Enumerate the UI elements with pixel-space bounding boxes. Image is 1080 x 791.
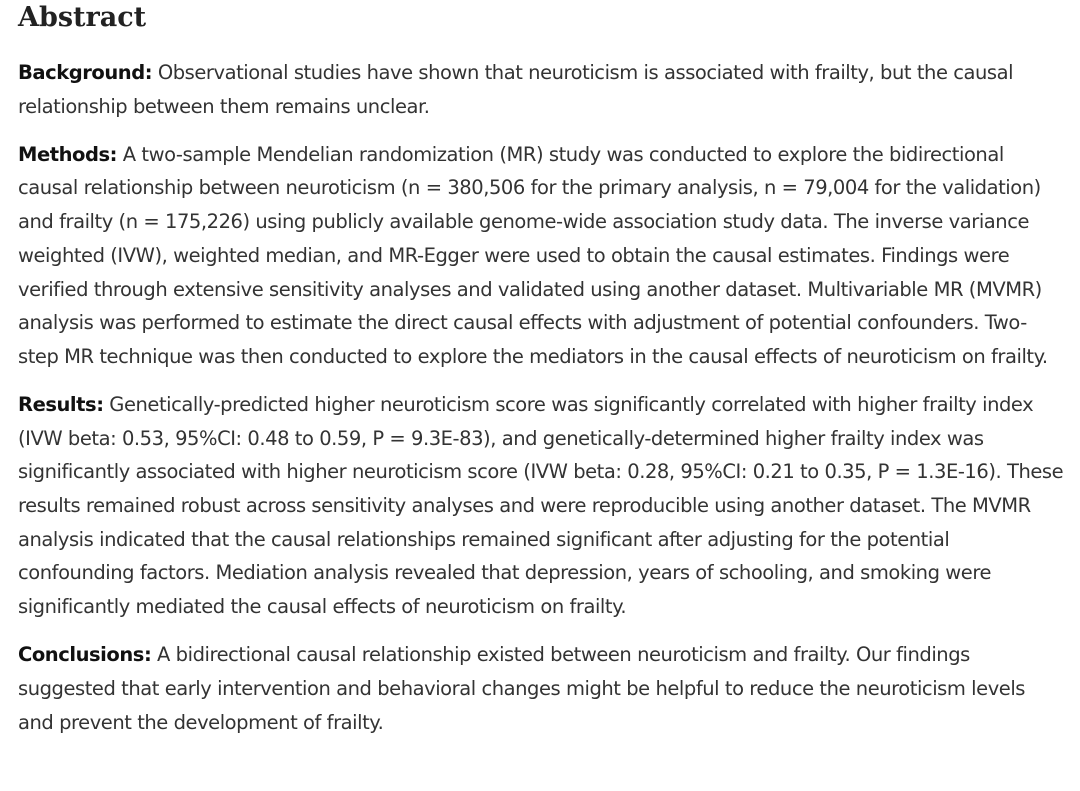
conclusions-text: A bidirectional causal relationship existed between neuroticism and frailty. Our findings suggested that early intervention and behavioral changes might be helpful to reduce the neuroticism levels and prevent the development of frailty. [18, 643, 1026, 734]
conclusions-paragraph [18, 638, 1064, 739]
abstract-section [18, 0, 1064, 754]
methods-label: Methods: [18, 142, 117, 166]
methods-paragraph [18, 138, 1064, 374]
conclusions-label: Conclusions: [18, 643, 152, 667]
background-label: Background: [18, 61, 153, 84]
methods-text: A two-sample Mendelian randomization (MR) study was conducted to explore the bidirectional causal relationship between neuroticism (n = 380,506 for the primary analysis, n = 79,004 for the validation) and frailty (n = 175,226) using publicly available genome-wide association study data. The inverse variance weighted (IVW), weighted median, and MR-Egger were used to obtain the causal estimates. Findings were verified through extensive sensitivity analyses and validated using another dataset. Multivariable MR (MVMR) analysis was performed to estimate the direct causal effects with adjustment of potential confounders. Two-step MR technique was then conducted to explore the mediators in the causal effects of neuroticism on frailty. [18, 142, 1048, 368]
background-text: Observational studies have shown that neuroticism is associated with frailty, but the causal relationship between them remains unclear. [18, 61, 1014, 118]
results-label: Results: [18, 392, 104, 416]
results-paragraph [18, 388, 1064, 624]
background-paragraph [18, 56, 1064, 123]
abstract-heading: Abstract [18, 2, 147, 33]
results-text: Genetically-predicted higher neuroticism score was significantly correlated with higher frailty index (IVW beta: 0.53, 95%CI: 0.48 to 0.59, P = 9.3E-83), and genetically-determined higher frailty index was significantly associated with higher neuroticism score (IVW beta: 0.28, 95%CI: 0.21 to 0.35, P = 1.3E-16). These results remained robust across sensitivity analyses and were reproducible using another dataset. The MVMR analysis indicated that the causal relationships remained significant after adjusting for the potential confounding factors. Mediation analysis revealed that depression, years of schooling, and smoking were significantly mediated the causal effects of neuroticism on frailty. [18, 392, 1064, 619]
